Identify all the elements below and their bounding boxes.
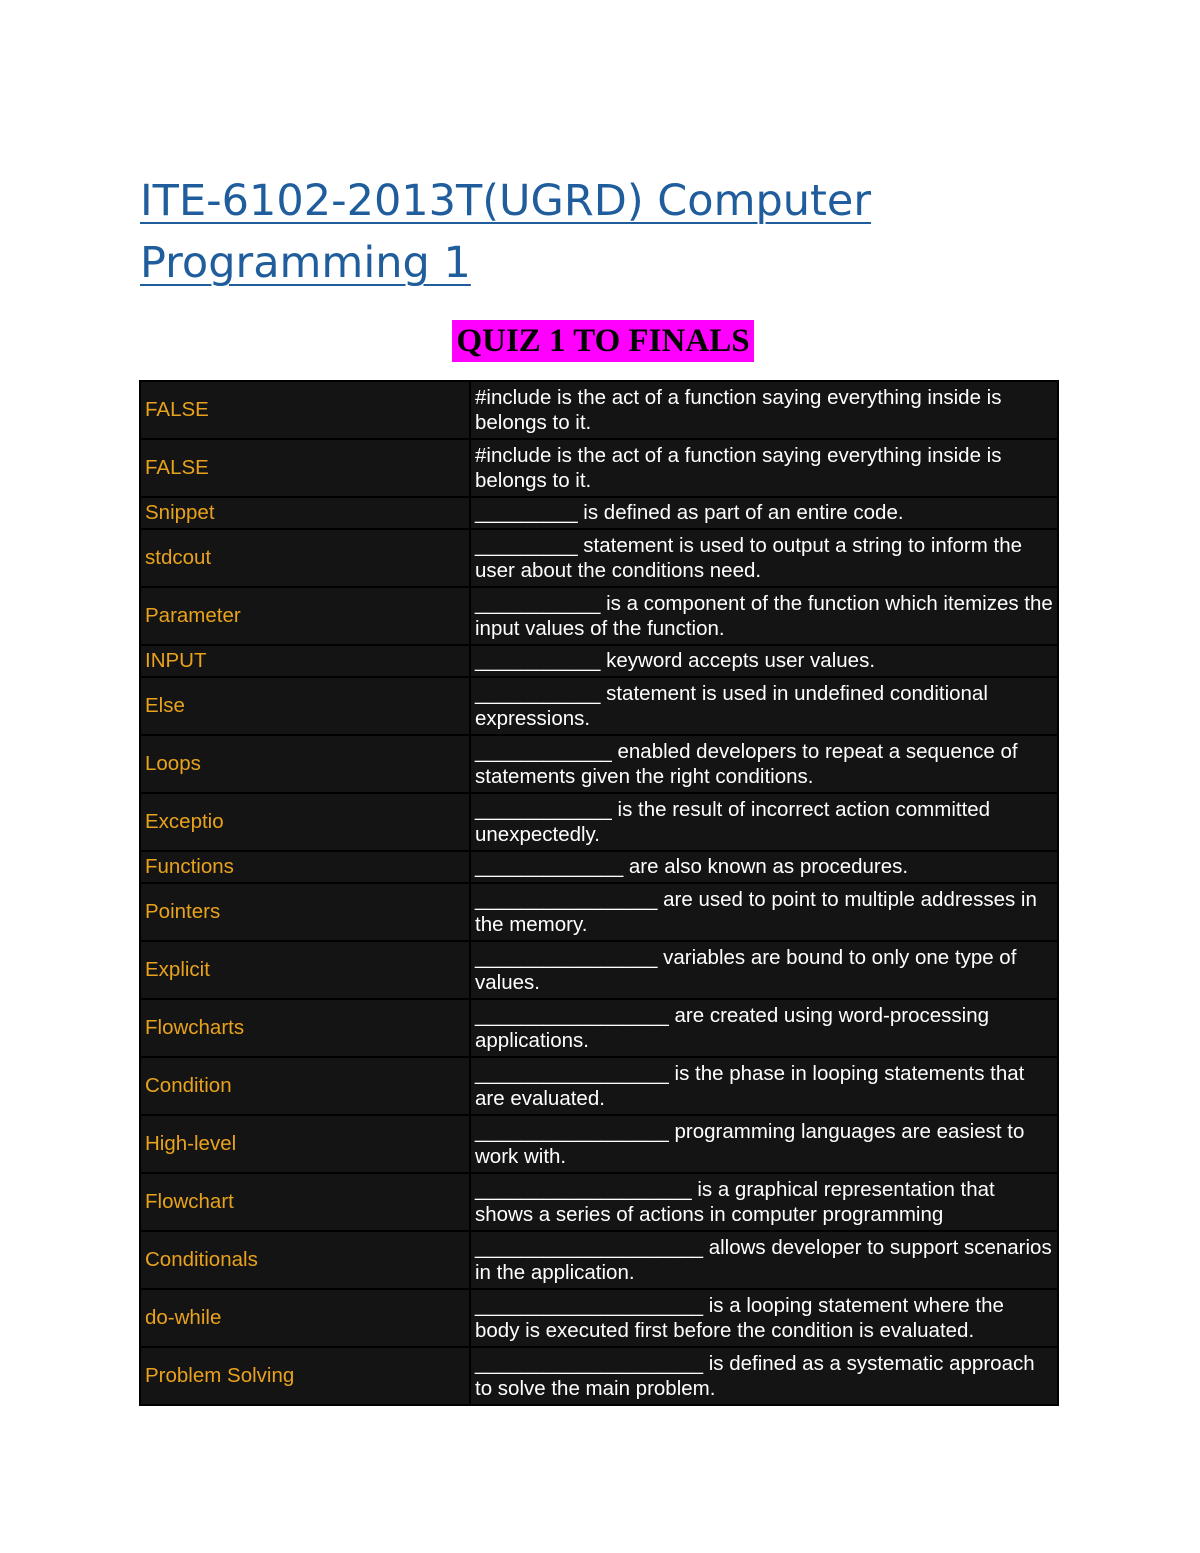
table-row: [140, 941, 1058, 999]
answer-cell: Functions: [140, 851, 470, 883]
quiz-heading-container: [0, 320, 1200, 362]
answer-cell: Pointers: [140, 883, 470, 941]
question-cell: _________ is defined as part of an entire code.: [470, 497, 1058, 529]
question-cell: ____________________ is a looping statement where the body is executed first before the condition is evaluated.: [470, 1289, 1058, 1347]
question-cell: #include is the act of a function saying everything inside is belongs to it.: [470, 381, 1058, 439]
question-cell: ___________ keyword accepts user values.: [470, 645, 1058, 677]
question-cell: ___________ is a component of the function which itemizes the input values of the function.: [470, 587, 1058, 645]
table-row: [140, 587, 1058, 645]
table-row: [140, 851, 1058, 883]
table-row: [140, 1347, 1058, 1405]
table-row: [140, 793, 1058, 851]
question-cell: _________ statement is used to output a string to inform the user about the conditions need.: [470, 529, 1058, 587]
table-row: [140, 1289, 1058, 1347]
answer-cell: INPUT: [140, 645, 470, 677]
answer-cell: Flowcharts: [140, 999, 470, 1057]
question-cell: _____________ are also known as procedures.: [470, 851, 1058, 883]
answer-cell: FALSE: [140, 381, 470, 439]
table-row: [140, 439, 1058, 497]
table-row: [140, 1231, 1058, 1289]
answer-cell: Exceptio: [140, 793, 470, 851]
answer-cell: FALSE: [140, 439, 470, 497]
question-cell: ____________________ allows developer to support scenarios in the application.: [470, 1231, 1058, 1289]
table-row: [140, 677, 1058, 735]
question-cell: ________________ variables are bound to only one type of values.: [470, 941, 1058, 999]
question-cell: ____________ enabled developers to repeat a sequence of statements given the right conditions.: [470, 735, 1058, 793]
table-row: [140, 1115, 1058, 1173]
answer-cell: Flowchart: [140, 1173, 470, 1231]
answer-cell: Problem Solving: [140, 1347, 470, 1405]
quiz-heading: QUIZ 1 TO FINALS: [452, 320, 753, 362]
table-row: [140, 497, 1058, 529]
question-cell: _________________ is the phase in looping statements that are evaluated.: [470, 1057, 1058, 1115]
document-title-text: ITE-6102-2013T(UGRD) Computer Programming 1: [140, 176, 872, 288]
table-row: [140, 999, 1058, 1057]
answer-cell: Snippet: [140, 497, 470, 529]
question-cell: ________________ are used to point to multiple addresses in the memory.: [470, 883, 1058, 941]
answer-cell: Else: [140, 677, 470, 735]
answer-cell: stdcout: [140, 529, 470, 587]
answer-cell: Parameter: [140, 587, 470, 645]
table-row: [140, 735, 1058, 793]
table-row: [140, 883, 1058, 941]
table-row: [140, 645, 1058, 677]
question-cell: ____________ is the result of incorrect action committed unexpectedly.: [470, 793, 1058, 851]
question-cell: _________________ are created using word-processing applications.: [470, 999, 1058, 1057]
answer-cell: Conditionals: [140, 1231, 470, 1289]
document-title: [140, 170, 900, 294]
answer-cell: High-level: [140, 1115, 470, 1173]
table-row: [140, 381, 1058, 439]
answer-cell: Explicit: [140, 941, 470, 999]
table-row: [140, 1057, 1058, 1115]
question-cell: ___________ statement is used in undefined conditional expressions.: [470, 677, 1058, 735]
answer-cell: do-while: [140, 1289, 470, 1347]
answer-cell: Condition: [140, 1057, 470, 1115]
answer-cell: Loops: [140, 735, 470, 793]
table-row: [140, 529, 1058, 587]
question-cell: ___________________ is a graphical representation that shows a series of actions in computer programming: [470, 1173, 1058, 1231]
question-cell: _________________ programming languages are easiest to work with.: [470, 1115, 1058, 1173]
answer-table: [139, 380, 1059, 1406]
question-cell: ____________________ is defined as a systematic approach to solve the main problem.: [470, 1347, 1058, 1405]
table-row: [140, 1173, 1058, 1231]
question-cell: #include is the act of a function saying everything inside is belongs to it.: [470, 439, 1058, 497]
